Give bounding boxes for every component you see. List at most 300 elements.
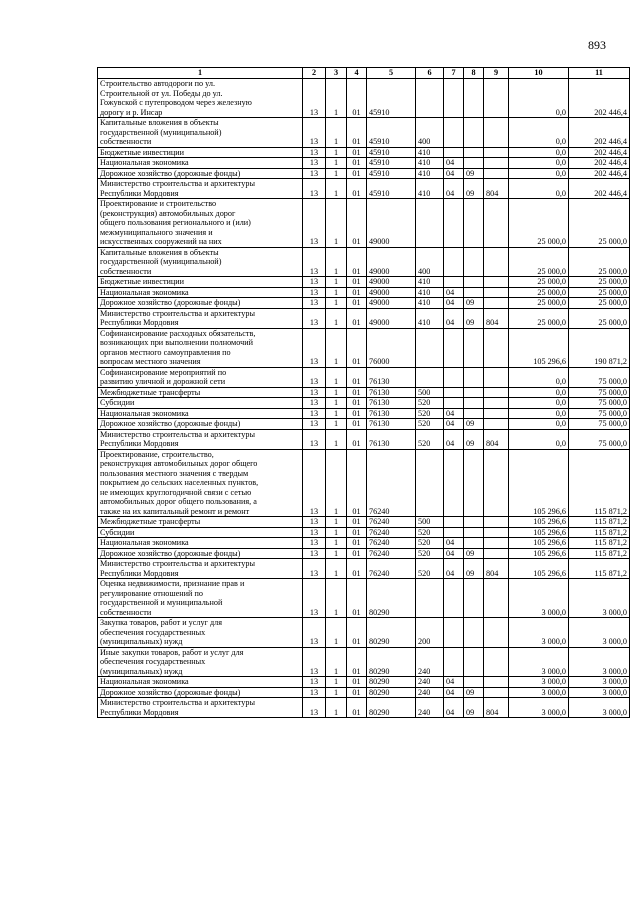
code-cell: 04: [444, 287, 464, 298]
code-cell: 1: [326, 559, 347, 579]
code-cell: 76130: [367, 419, 416, 430]
code-cell: 49000: [367, 308, 416, 328]
code-cell: [464, 677, 484, 688]
code-cell: 13: [303, 298, 326, 309]
code-cell: 804: [484, 698, 509, 718]
amount-cell: 0,0: [509, 118, 569, 148]
code-cell: 01: [347, 147, 367, 158]
table-row: [98, 199, 630, 248]
code-cell: [484, 158, 509, 169]
code-cell: 410: [416, 147, 444, 158]
amount-cell: 75 000,0: [569, 387, 630, 398]
amount-cell: 75 000,0: [569, 398, 630, 409]
code-cell: 76130: [367, 367, 416, 387]
code-cell: 13: [303, 579, 326, 618]
code-cell: 1: [326, 328, 347, 367]
code-cell: [444, 328, 464, 367]
code-cell: [464, 158, 484, 169]
amount-cell: 0,0: [509, 419, 569, 430]
code-cell: 13: [303, 419, 326, 430]
amount-cell: 115 871,2: [569, 538, 630, 549]
code-cell: 1: [326, 199, 347, 248]
code-cell: 13: [303, 147, 326, 158]
table-row: [98, 559, 630, 579]
table-row: [98, 367, 630, 387]
code-cell: 80290: [367, 647, 416, 677]
code-cell: [444, 277, 464, 288]
amount-cell: 3 000,0: [569, 579, 630, 618]
row-name-cell: Закупка товаров, работ и услуг для обеспечения государственных (муниципальных) нужд: [98, 618, 303, 648]
table-row: [98, 419, 630, 430]
table-row: [98, 449, 630, 517]
amount-cell: 105 296,6: [509, 559, 569, 579]
amount-cell: 0,0: [509, 429, 569, 449]
row-name-cell: Национальная экономика: [98, 677, 303, 688]
row-name-cell: Министерство строительства и архитектуры Республики Мордовия: [98, 559, 303, 579]
code-cell: 01: [347, 677, 367, 688]
code-cell: 410: [416, 168, 444, 179]
code-cell: 13: [303, 618, 326, 648]
code-cell: 04: [444, 687, 464, 698]
code-cell: 80290: [367, 579, 416, 618]
code-cell: 1: [326, 398, 347, 409]
row-name-cell: Оценка недвижимости, признание прав и регулирование отношений по государственной и муниципальной собственности: [98, 579, 303, 618]
code-cell: [464, 408, 484, 419]
code-cell: 13: [303, 408, 326, 419]
code-cell: 520: [416, 559, 444, 579]
code-cell: 1: [326, 517, 347, 528]
amount-cell: 105 296,6: [509, 517, 569, 528]
code-cell: 01: [347, 179, 367, 199]
code-cell: 1: [326, 287, 347, 298]
row-name-cell: Дорожное хозяйство (дорожные фонды): [98, 419, 303, 430]
code-cell: 1: [326, 429, 347, 449]
code-cell: 76000: [367, 328, 416, 367]
code-cell: 240: [416, 647, 444, 677]
amount-cell: 3 000,0: [569, 677, 630, 688]
amount-cell: 0,0: [509, 147, 569, 158]
amount-cell: 3 000,0: [569, 687, 630, 698]
table-row: [98, 247, 630, 277]
code-cell: [484, 647, 509, 677]
code-cell: 1: [326, 147, 347, 158]
code-cell: 1: [326, 387, 347, 398]
amount-cell: 105 296,6: [509, 527, 569, 538]
row-name-cell: Софинансирование мероприятий по развитию уличной и дорожной сети: [98, 367, 303, 387]
code-cell: 01: [347, 517, 367, 528]
column-header: 10: [509, 68, 569, 79]
amount-cell: 3 000,0: [509, 677, 569, 688]
row-name-cell: Дорожное хозяйство (дорожные фонды): [98, 298, 303, 309]
code-cell: [416, 367, 444, 387]
code-cell: [464, 398, 484, 409]
row-name-cell: Субсидии: [98, 398, 303, 409]
code-cell: 1: [326, 419, 347, 430]
code-cell: 01: [347, 647, 367, 677]
column-header: 4: [347, 68, 367, 79]
row-name-cell: Национальная экономика: [98, 158, 303, 169]
code-cell: 1: [326, 647, 347, 677]
code-cell: 01: [347, 538, 367, 549]
code-cell: [444, 367, 464, 387]
table-row: [98, 677, 630, 688]
amount-cell: 105 296,6: [509, 328, 569, 367]
code-cell: 49000: [367, 277, 416, 288]
code-cell: [444, 118, 464, 148]
table-row: [98, 398, 630, 409]
amount-cell: 3 000,0: [569, 698, 630, 718]
code-cell: 09: [464, 559, 484, 579]
amount-cell: 3 000,0: [509, 579, 569, 618]
amount-cell: 25 000,0: [569, 308, 630, 328]
code-cell: 45910: [367, 79, 416, 118]
code-cell: [464, 538, 484, 549]
table-row: [98, 118, 630, 148]
code-cell: [444, 398, 464, 409]
code-cell: 80290: [367, 687, 416, 698]
row-name-cell: Межбюджетные трансферты: [98, 387, 303, 398]
amount-cell: 115 871,2: [569, 449, 630, 517]
code-cell: [464, 328, 484, 367]
code-cell: 49000: [367, 298, 416, 309]
amount-cell: 25 000,0: [509, 199, 569, 248]
code-cell: 1: [326, 538, 347, 549]
amount-cell: 75 000,0: [569, 408, 630, 419]
code-cell: [484, 328, 509, 367]
code-cell: 04: [444, 179, 464, 199]
code-cell: [464, 247, 484, 277]
code-cell: [416, 199, 444, 248]
code-cell: 1: [326, 277, 347, 288]
code-cell: 04: [444, 538, 464, 549]
amount-cell: 202 446,4: [569, 118, 630, 148]
code-cell: 500: [416, 387, 444, 398]
code-cell: 1: [326, 298, 347, 309]
code-cell: 1: [326, 449, 347, 517]
code-cell: [484, 408, 509, 419]
table-row: [98, 548, 630, 559]
code-cell: 520: [416, 548, 444, 559]
code-cell: [416, 579, 444, 618]
code-cell: 1: [326, 548, 347, 559]
code-cell: 13: [303, 158, 326, 169]
code-cell: 76240: [367, 548, 416, 559]
code-cell: 76240: [367, 538, 416, 549]
code-cell: [444, 449, 464, 517]
code-cell: 45910: [367, 158, 416, 169]
code-cell: 13: [303, 179, 326, 199]
amount-cell: 3 000,0: [509, 698, 569, 718]
amount-cell: 25 000,0: [509, 298, 569, 309]
code-cell: 04: [444, 158, 464, 169]
code-cell: [444, 247, 464, 277]
code-cell: 45910: [367, 168, 416, 179]
code-cell: 80290: [367, 698, 416, 718]
amount-cell: 202 446,4: [569, 168, 630, 179]
row-name-cell: Капитальные вложения в объекты государственной (муниципальной) собственности: [98, 247, 303, 277]
code-cell: 804: [484, 179, 509, 199]
column-header: 1: [98, 68, 303, 79]
code-cell: [484, 387, 509, 398]
code-cell: [484, 118, 509, 148]
code-cell: 01: [347, 548, 367, 559]
code-cell: [484, 538, 509, 549]
table-row: [98, 687, 630, 698]
table-row: [98, 328, 630, 367]
code-cell: 01: [347, 247, 367, 277]
code-cell: [416, 328, 444, 367]
amount-cell: 0,0: [509, 367, 569, 387]
amount-cell: 105 296,6: [509, 538, 569, 549]
code-cell: 04: [444, 408, 464, 419]
code-cell: 1: [326, 527, 347, 538]
code-cell: 01: [347, 277, 367, 288]
amount-cell: 0,0: [509, 398, 569, 409]
code-cell: [444, 79, 464, 118]
code-cell: 520: [416, 429, 444, 449]
table-row: [98, 287, 630, 298]
code-cell: [484, 277, 509, 288]
amount-cell: 25 000,0: [509, 247, 569, 277]
row-name-cell: Министерство строительства и архитектуры Республики Мордовия: [98, 179, 303, 199]
amount-cell: 25 000,0: [569, 247, 630, 277]
code-cell: 01: [347, 298, 367, 309]
table-row: [98, 618, 630, 648]
code-cell: 01: [347, 559, 367, 579]
amount-cell: 115 871,2: [569, 548, 630, 559]
code-cell: [464, 118, 484, 148]
table-row: [98, 527, 630, 538]
code-cell: [484, 687, 509, 698]
code-cell: 1: [326, 367, 347, 387]
code-cell: [444, 579, 464, 618]
code-cell: [444, 527, 464, 538]
code-cell: 45910: [367, 118, 416, 148]
code-cell: [464, 579, 484, 618]
row-name-cell: Проектирование, строительство, реконструкция автомобильных дорог общего пользования местного значения с твердым покрытием до сельских населенных пунктов, не имеющих круглогодичной связи с сетью автомобильных дорог общего пользования, а также на их капитальный ремонт и ремонт: [98, 449, 303, 517]
code-cell: 01: [347, 579, 367, 618]
code-cell: 80290: [367, 618, 416, 648]
code-cell: 09: [464, 179, 484, 199]
code-cell: [484, 247, 509, 277]
code-cell: 01: [347, 199, 367, 248]
code-cell: 1: [326, 308, 347, 328]
code-cell: 13: [303, 79, 326, 118]
code-cell: [484, 618, 509, 648]
code-cell: [484, 517, 509, 528]
code-cell: [416, 79, 444, 118]
row-name-cell: Министерство строительства и архитектуры Республики Мордовия: [98, 698, 303, 718]
code-cell: [484, 367, 509, 387]
code-cell: 13: [303, 449, 326, 517]
row-name-cell: Национальная экономика: [98, 408, 303, 419]
code-cell: 04: [444, 298, 464, 309]
code-cell: [464, 277, 484, 288]
table-row: [98, 147, 630, 158]
amount-cell: 25 000,0: [509, 277, 569, 288]
row-name-cell: Национальная экономика: [98, 538, 303, 549]
code-cell: [444, 199, 464, 248]
table-body: [98, 79, 630, 718]
table-row: [98, 179, 630, 199]
amount-cell: 0,0: [509, 168, 569, 179]
code-cell: 240: [416, 698, 444, 718]
amount-cell: 3 000,0: [509, 618, 569, 648]
column-header: 2: [303, 68, 326, 79]
amount-cell: 3 000,0: [509, 687, 569, 698]
code-cell: 49000: [367, 199, 416, 248]
code-cell: 1: [326, 698, 347, 718]
code-cell: 76130: [367, 408, 416, 419]
amount-cell: 3 000,0: [569, 618, 630, 648]
code-cell: [484, 579, 509, 618]
page-number: 893: [588, 38, 606, 52]
row-name-cell: Дорожное хозяйство (дорожные фонды): [98, 687, 303, 698]
row-name-cell: Межбюджетные трансферты: [98, 517, 303, 528]
code-cell: 520: [416, 408, 444, 419]
column-header: 6: [416, 68, 444, 79]
code-cell: 1: [326, 179, 347, 199]
code-cell: 01: [347, 387, 367, 398]
row-name-cell: Бюджетные инвестиции: [98, 277, 303, 288]
amount-cell: 25 000,0: [569, 298, 630, 309]
code-cell: 500: [416, 517, 444, 528]
table-row: [98, 408, 630, 419]
code-cell: 13: [303, 199, 326, 248]
table-row: [98, 298, 630, 309]
code-cell: 13: [303, 247, 326, 277]
table-row: [98, 538, 630, 549]
code-cell: 01: [347, 687, 367, 698]
code-cell: [464, 147, 484, 158]
row-name-cell: Национальная экономика: [98, 287, 303, 298]
code-cell: [484, 199, 509, 248]
code-cell: 01: [347, 287, 367, 298]
code-cell: 01: [347, 419, 367, 430]
code-cell: 09: [464, 419, 484, 430]
amount-cell: 115 871,2: [569, 527, 630, 538]
code-cell: 04: [444, 168, 464, 179]
code-cell: 01: [347, 308, 367, 328]
row-name-cell: Капитальные вложения в объекты государственной (муниципальной) собственности: [98, 118, 303, 148]
code-cell: 04: [444, 419, 464, 430]
code-cell: 76240: [367, 559, 416, 579]
column-header: 7: [444, 68, 464, 79]
row-name-cell: Министерство строительства и архитектуры Республики Мордовия: [98, 308, 303, 328]
budget-table: [97, 67, 630, 718]
table-row: [98, 158, 630, 169]
code-cell: 520: [416, 419, 444, 430]
code-cell: 80290: [367, 677, 416, 688]
code-cell: 09: [464, 698, 484, 718]
amount-cell: 0,0: [509, 387, 569, 398]
table-row: [98, 168, 630, 179]
code-cell: 76240: [367, 517, 416, 528]
code-cell: 13: [303, 527, 326, 538]
column-header: 5: [367, 68, 416, 79]
code-cell: 1: [326, 118, 347, 148]
code-cell: 1: [326, 79, 347, 118]
code-cell: 410: [416, 179, 444, 199]
code-cell: [444, 517, 464, 528]
code-cell: 09: [464, 298, 484, 309]
amount-cell: 25 000,0: [569, 277, 630, 288]
code-cell: 400: [416, 247, 444, 277]
table-row: [98, 308, 630, 328]
code-cell: 13: [303, 367, 326, 387]
code-cell: 45910: [367, 179, 416, 199]
code-cell: 01: [347, 429, 367, 449]
code-cell: 04: [444, 308, 464, 328]
code-cell: 01: [347, 527, 367, 538]
row-name-cell: Бюджетные инвестиции: [98, 147, 303, 158]
code-cell: 13: [303, 328, 326, 367]
code-cell: [484, 677, 509, 688]
code-cell: 13: [303, 647, 326, 677]
code-cell: 13: [303, 559, 326, 579]
code-cell: 01: [347, 367, 367, 387]
row-name-cell: Субсидии: [98, 527, 303, 538]
code-cell: 240: [416, 687, 444, 698]
code-cell: 76240: [367, 527, 416, 538]
amount-cell: 75 000,0: [569, 419, 630, 430]
row-name-cell: Софинансирование расходных обязательств, возникающих при выполнении полномочий органов местного самоуправления по вопросам местного значения: [98, 328, 303, 367]
code-cell: 45910: [367, 147, 416, 158]
code-cell: 520: [416, 538, 444, 549]
code-cell: 09: [464, 168, 484, 179]
code-cell: 410: [416, 158, 444, 169]
code-cell: 04: [444, 698, 464, 718]
code-cell: 01: [347, 79, 367, 118]
code-cell: 13: [303, 548, 326, 559]
table-row: [98, 698, 630, 718]
code-cell: [484, 449, 509, 517]
code-cell: [484, 168, 509, 179]
amount-cell: 0,0: [509, 79, 569, 118]
code-cell: 13: [303, 387, 326, 398]
code-cell: 13: [303, 538, 326, 549]
code-cell: [484, 147, 509, 158]
code-cell: 410: [416, 287, 444, 298]
code-cell: 1: [326, 579, 347, 618]
table-row: [98, 79, 630, 118]
column-header: 8: [464, 68, 484, 79]
code-cell: 410: [416, 277, 444, 288]
code-cell: 520: [416, 527, 444, 538]
amount-cell: 202 446,4: [569, 147, 630, 158]
code-cell: [484, 79, 509, 118]
code-cell: 13: [303, 517, 326, 528]
code-cell: 400: [416, 118, 444, 148]
code-cell: 13: [303, 277, 326, 288]
code-cell: 1: [326, 168, 347, 179]
code-cell: 04: [444, 559, 464, 579]
amount-cell: 0,0: [509, 408, 569, 419]
code-cell: 49000: [367, 287, 416, 298]
code-cell: 804: [484, 308, 509, 328]
code-cell: [444, 387, 464, 398]
code-cell: [464, 618, 484, 648]
code-cell: 01: [347, 449, 367, 517]
code-cell: 49000: [367, 247, 416, 277]
code-cell: 1: [326, 687, 347, 698]
code-cell: 04: [444, 548, 464, 559]
table-row: [98, 579, 630, 618]
amount-cell: 25 000,0: [569, 287, 630, 298]
row-name-cell: Строительство автодороги по ул. Строительной от ул. Победы до ул. Гожувской с путепроводом через железную дорогу и р. Инсар: [98, 79, 303, 118]
code-cell: [464, 287, 484, 298]
code-cell: [484, 527, 509, 538]
